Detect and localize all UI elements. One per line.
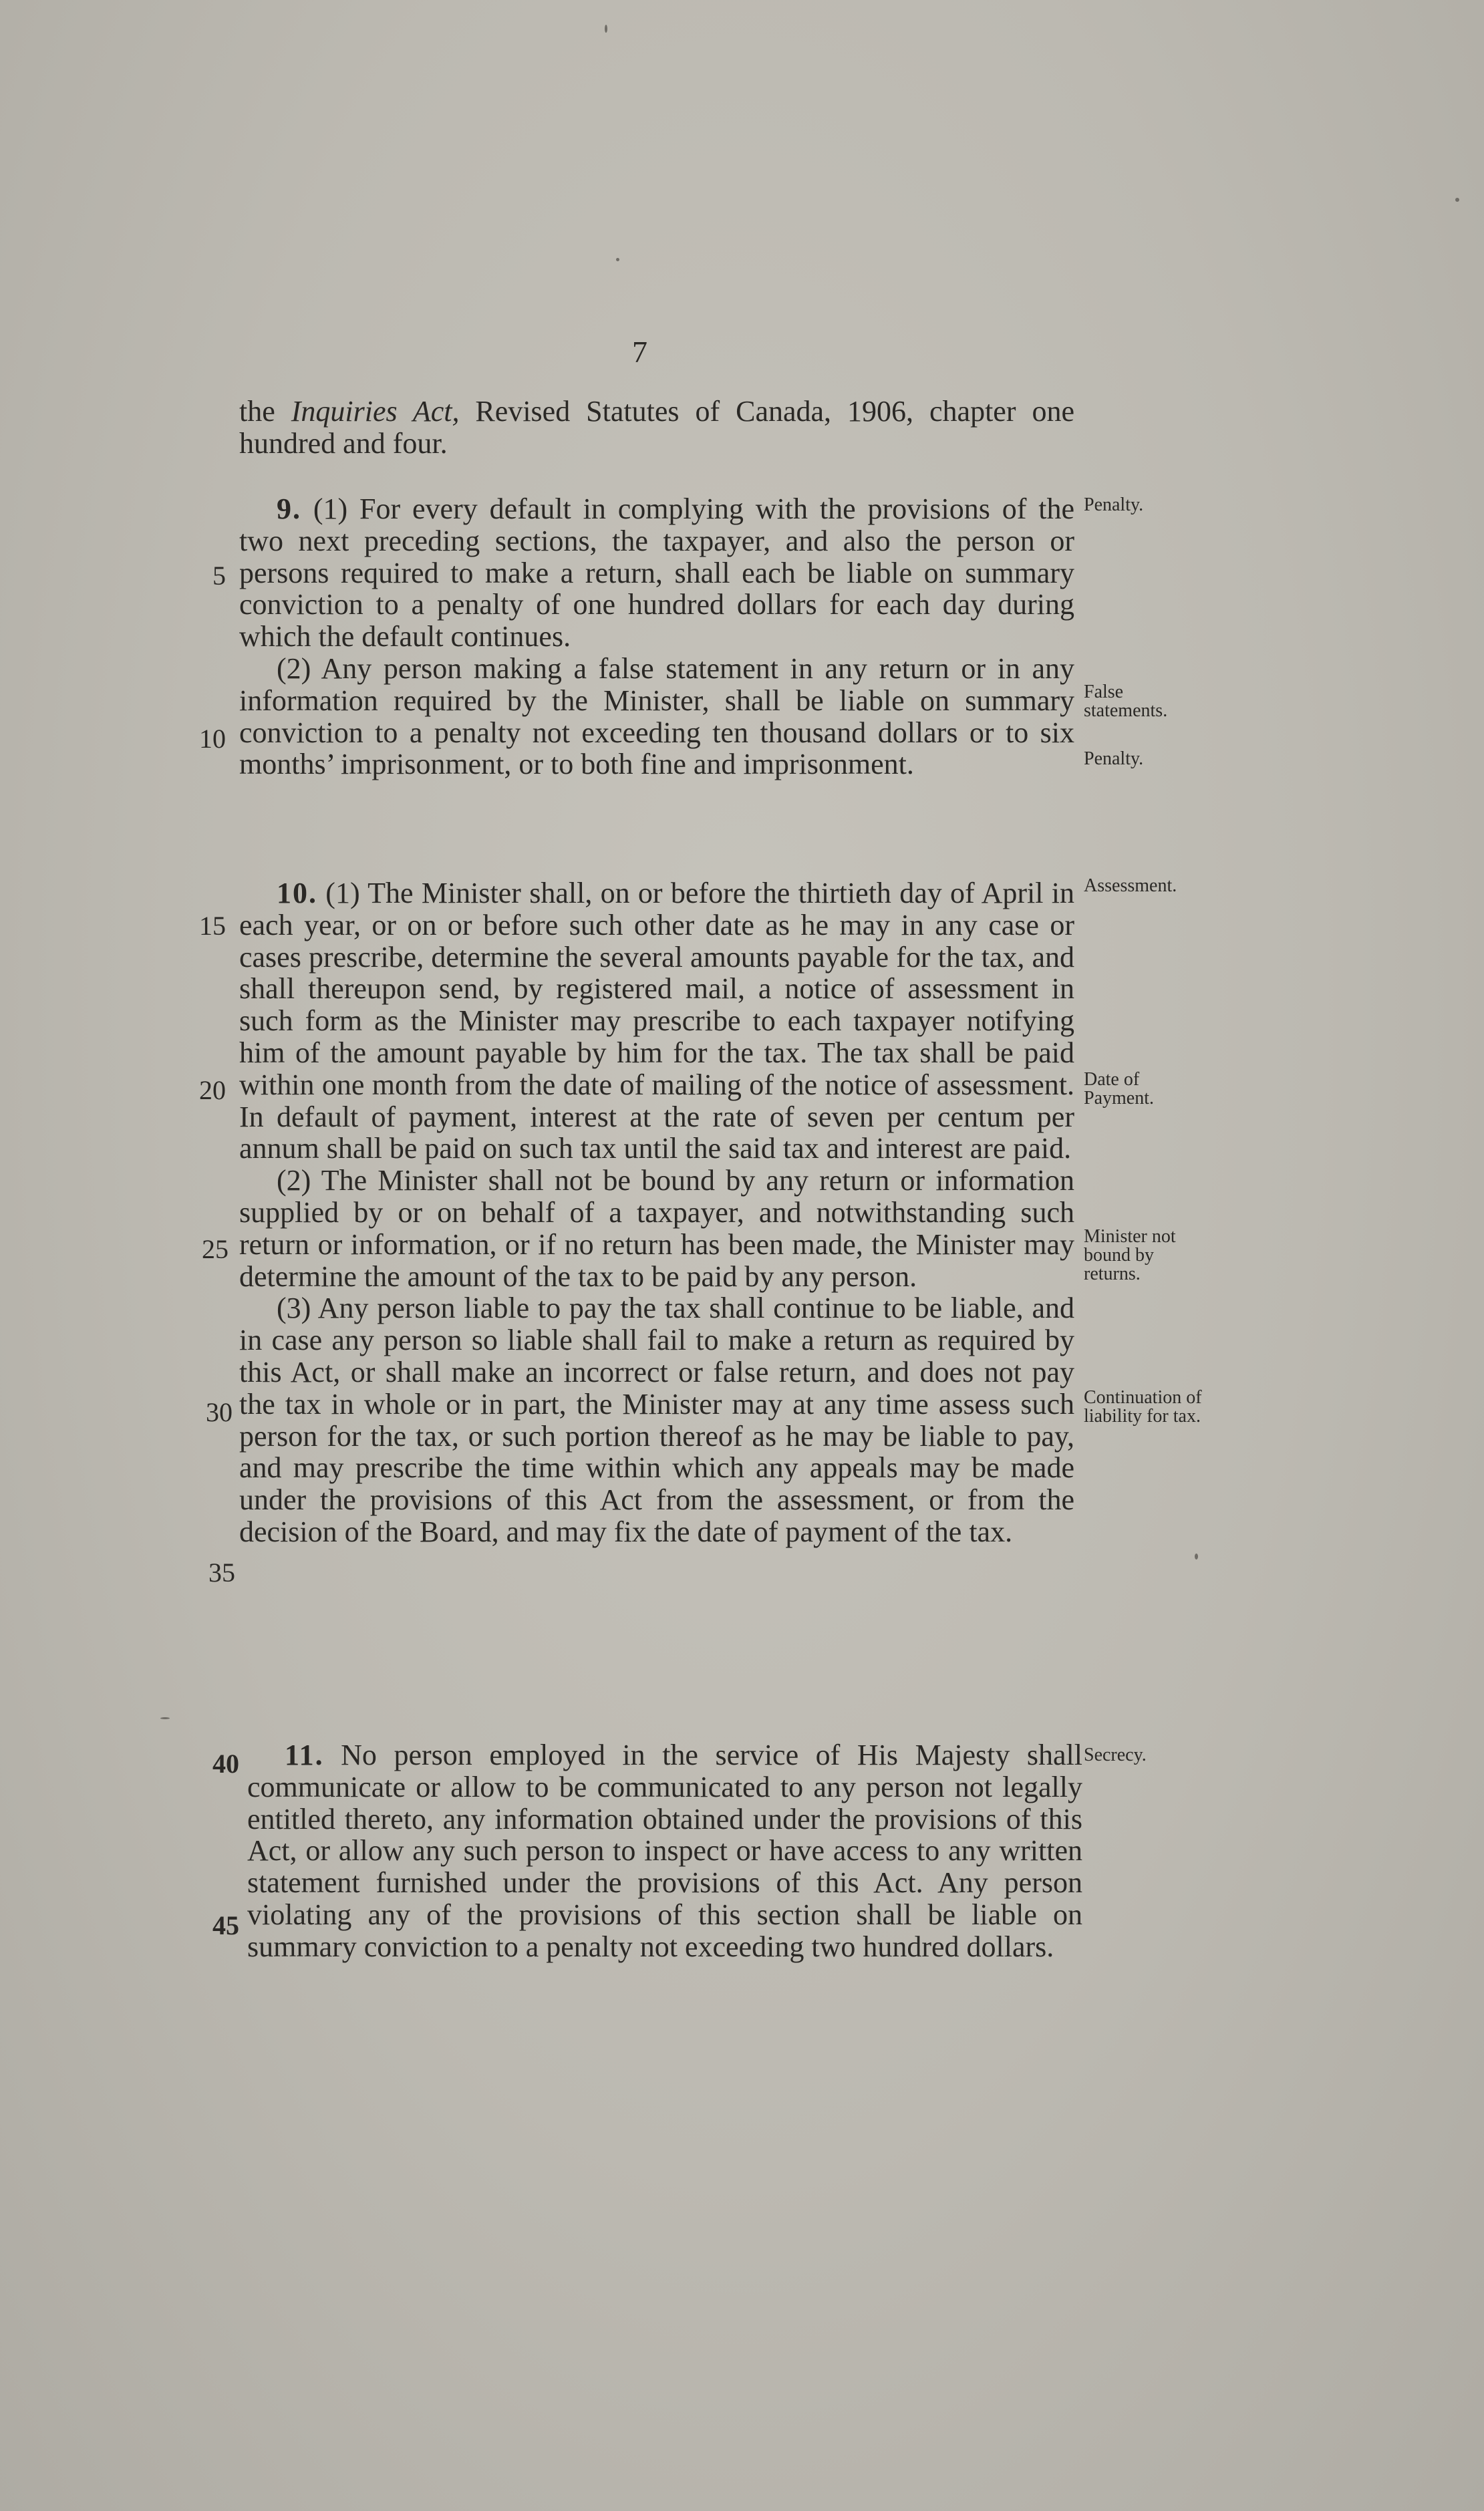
section-11-number: 11.: [285, 1739, 324, 1771]
line-number-45: 45: [212, 1910, 239, 1940]
continuation-prefix: the: [239, 395, 291, 428]
line-number-30: 30: [206, 1397, 233, 1427]
act-name: Inquiries Act,: [291, 395, 460, 428]
section-11-paragraph: 11. No person employed in the service of His Majesty shall communicate or allow to be communicated to any person not legally entitled thereto, any information obtained under the provisions of this Act, or allow any such person to inspect or have access to any written statement furnished under the provisions of this Act. Any person violating any of the provisions of this section shall be liable on summary conviction to a penalty not exceeding two hundred dollars.: [247, 1739, 1082, 1963]
section-9: [239, 493, 1074, 780]
line-number-15: 15: [199, 911, 226, 941]
continuation-suffix: Revised Statutes of Canada, 1906, chapter one hundred and four.: [239, 395, 1074, 460]
marginal-note-false-statements: False statements.: [1084, 682, 1168, 721]
line-number-10: 10: [199, 724, 226, 754]
line-number-40: 40: [212, 1749, 239, 1779]
section-10-number: 10.: [277, 877, 317, 909]
marginal-note-secrecy: Secrecy.: [1084, 1745, 1147, 1765]
line-number-25: 25: [202, 1234, 229, 1264]
marginal-note-penalty-2: Penalty.: [1084, 748, 1144, 769]
marginal-note-penalty: Penalty.: [1084, 494, 1144, 515]
section-9-subsection-1: 9. (1) For every default in complying with the provisions of the two next preceding sections, the taxpayer, and also the person or persons required to make a return, shall each be liable on summary conviction to a penalty of one hundred dollars for each day during which the default continues.: [239, 492, 1074, 653]
scan-speck: [1195, 1554, 1198, 1560]
scan-speck: [1455, 198, 1459, 202]
scan-speck: [160, 1717, 170, 1719]
section-10: [239, 877, 1074, 1548]
section-9-number: 9.: [277, 492, 301, 525]
section-10-subsection-1: 10. (1) The Minister shall, on or before the thirtieth day of April in each year, or on or before such other date as he may in any case or cases prescribe, determine the several amounts payable for the tax, and shall thereupon send, by registered mail, a notice of assessment in such form as the Minister may prescribe to each taxpayer notifying him of the amount payable by him for the tax. The tax shall be paid within one month from the date of mailing of the notice of assessment. In default of payment, interest at the rate of seven per centum per annum shall be paid on such tax until the said tax and interest are paid.: [239, 877, 1074, 1165]
section-10-subsection-2: (2) The Minister shall not be bound by any return or information supplied by or on behalf of a taxpayer, and notwithstanding such return or information, or if no return has been made, the Minister may determine the amount of the tax to be paid by any person.: [239, 1164, 1074, 1293]
line-number-5: 5: [212, 561, 226, 591]
section-10-subsection-3: (3) Any person liable to pay the tax shall continue to be liable, and in case any person so liable shall fail to make a return as required by this Act, or shall make an incorrect or false return, and does not pay the tax in whole or in part, the Minister may at any time assess such person for the tax, or such portion thereof as he may be liable to pay, and may prescribe the time within which any appeals may be made under the provisions of this Act from the assessment, or from the decision of the Board, and may fix the date of payment of the tax.: [239, 1292, 1074, 1548]
marginal-note-assessment: Assessment.: [1084, 875, 1177, 896]
marginal-note-continuation: Continuation of liability for tax.: [1084, 1387, 1202, 1427]
section-9-subsection-2: (2) Any person making a false statement in any return or in any information required by the Minister, shall be liable on summary conviction to a penalty not exceeding ten thousand dollars or to six months’ imprisonment, or to both fine and imprisonment.: [239, 651, 1074, 781]
continuation-paragraph: [239, 396, 1074, 460]
scan-speck: [616, 258, 619, 261]
section-11: [247, 1739, 1082, 1963]
page-number: 7: [632, 335, 647, 369]
marginal-note-minister-not-bound: Minister not bound by returns.: [1084, 1226, 1176, 1284]
line-number-35: 35: [208, 1558, 235, 1588]
line-number-20: 20: [199, 1075, 226, 1105]
scan-speck: [605, 25, 607, 33]
marginal-note-date-of-payment: Date of Payment.: [1084, 1069, 1154, 1109]
